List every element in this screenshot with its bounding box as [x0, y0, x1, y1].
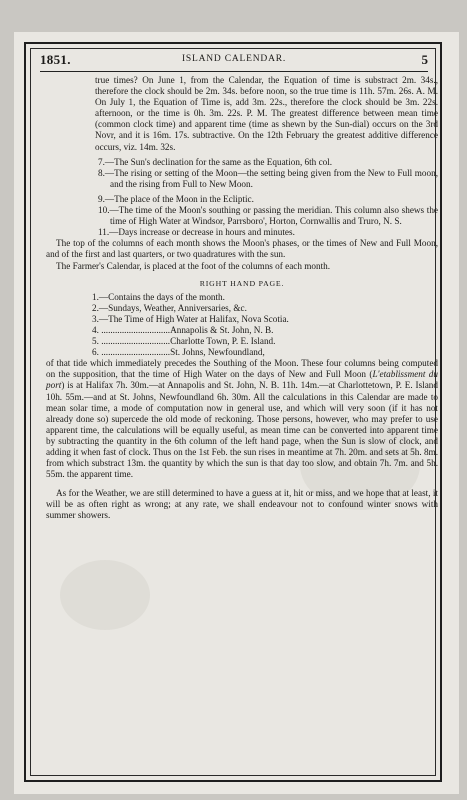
- list-item-11: 11.—Days increase or decrease in hours and minutes.: [98, 227, 295, 238]
- tide-text-1: of that tide which immediately precedes the Southing of the Moon. These four columns being computed on the supposition, that the time of High Water on the days of New and Full Moon (: [46, 358, 438, 380]
- right-item-4: 4. ..............................Annapolis & St. John, N. B.: [92, 324, 274, 335]
- farmers-calendar-paragraph: The Farmer's Calendar, is placed at the foot of the columns of each month.: [56, 260, 331, 271]
- header-year: 1851.: [40, 52, 71, 67]
- equation-paragraph: true times? On June 1, from the Calendar, the Equation of time is substract 2m. 34s., therefore the clock should be 2m. 34s. before noon, so the true time is 11h. 57m. 26s. A. M. On July 1, the Equation of Time is, add 3m. 22s., therefore the clock should be 3m. 22s. afternoon, or the time is 0h. 3m. 22s. P. M. The greatest difference between mean time (common clock time) and apparent time (time as shewn by the Sun-dial) occurs on the 3rd Novr, and it is 16m. 17s. subtractive. On the 12th February the greatest additive difference occurs, viz. 14m. 32s.: [95, 75, 438, 152]
- right-item-3: 3.—The Time of High Water at Halifax, Nova Scotia.: [92, 313, 289, 324]
- page-number: 5: [421, 52, 428, 67]
- header-rule: [40, 71, 428, 72]
- header-title: ISLAND CALENDAR.: [181, 54, 287, 64]
- phases-paragraph: The top of the columns of each month shows the Moon's phases, or the times of New and Full Moon, and of the first and last quarters, or two quadratures with the sun.: [46, 238, 438, 260]
- right-item-6: 6. ..............................St. Johns, Newfoundland,: [92, 347, 265, 358]
- running-header: [40, 52, 428, 70]
- page-body: [46, 75, 438, 522]
- list-item-7: 7.—The Sun's declination for the same as the Equation, 6th col.: [98, 156, 333, 167]
- weather-paragraph: As for the Weather, we are still determined to have a guess at it, hit or miss, and we hope that at least, it will be as often right as wrong; at any rate, we shall endeavour not to confound winter snows with summer showers.: [46, 488, 438, 521]
- right-item-1: 1.—Contains the days of the month.: [92, 291, 225, 302]
- list-item-9: 9.—The place of the Moon in the Ecliptic.: [98, 193, 254, 204]
- right-item-2: 2.—Sundays, Weather, Anniversaries, &c.: [92, 302, 247, 313]
- list-item-10: 10.—The time of the Moon's southing or passing the meridian. This column also shews the time of High Water at Windsor, Parrsboro', Horton, Cornwallis and Truro, N. S.: [98, 205, 438, 227]
- right-item-5: 5. ..............................Charlotte Town, P. E. Island.: [92, 336, 276, 347]
- tide-text-2: ) is at Halifax 7h. 30m.—at Annapolis and St. John, N. B. 11h. 14m.—at Charlottetown, P. E. Island 10h. 55m.—and at St. Johns, Newfoundland 6h. 30m. All the calculations in this Calendar are made to mean solar time, a mode of computation now in general use, and which will very soon (if it has not already done so) supercede the old mode of reckoning. Those persons, however, who may prefer to use apparent time, the calculations will be equally useful, as mean time can be converted into apparent time by subtracting the quantity in the 6th column of the left hand page, when the Sun is slow of clock, and adding it when fast of clock. Thus on the 1st Feb. the sun rises in meantime at 7h. 20m. and sets at 5h. 8m. from which substract 13m. the quantity by which the sun is that day too slow, and obtain 7h. 7m. and 5h. 55m. the apparent time.: [46, 380, 438, 480]
- tide-paragraph: [46, 358, 438, 480]
- tide-italic-term: L'etablissment du port: [46, 369, 438, 391]
- section-heading: RIGHT HAND PAGE.: [199, 278, 285, 288]
- list-item-8: 8.—The rising or setting of the Moon—the setting being given from the New to Full moon, and the rising from Full to New Moon.: [98, 167, 438, 189]
